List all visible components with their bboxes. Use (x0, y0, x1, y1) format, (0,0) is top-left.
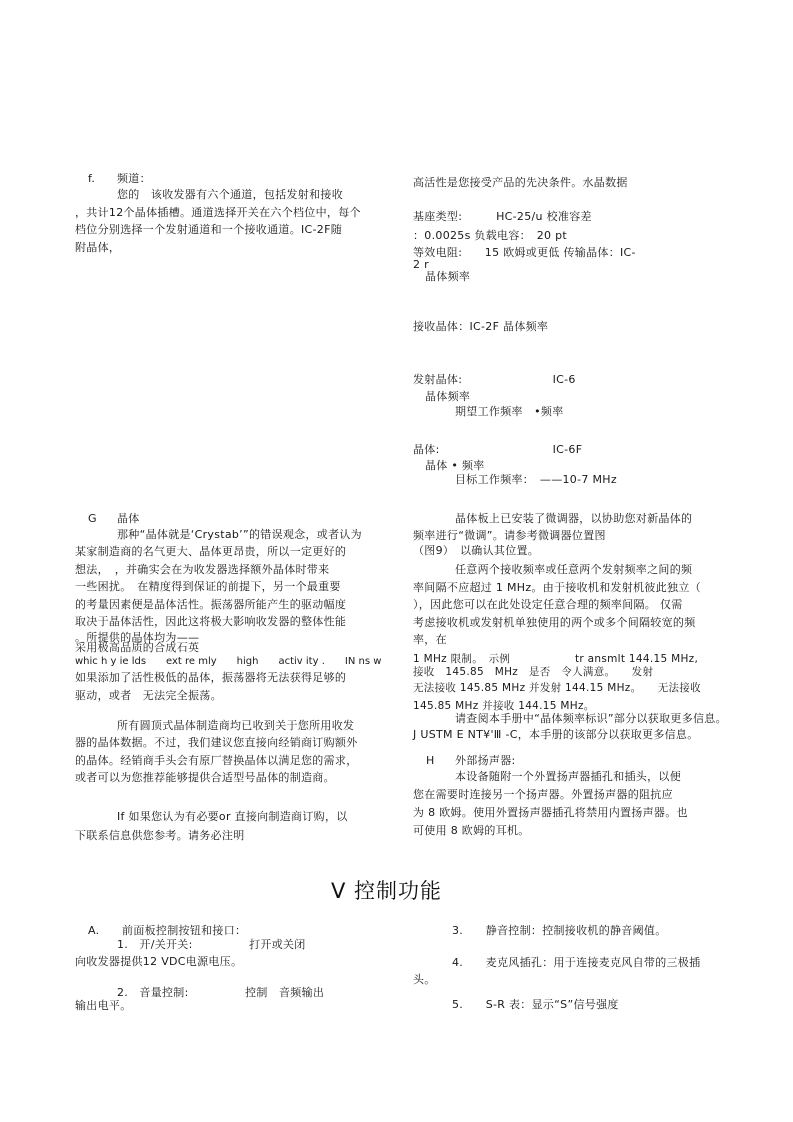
section-f-line: 您的 该收发器有六个通道，包括发射和接收 (117, 188, 343, 201)
control-item: 5. S-R 表：显示“S”信号强度 (452, 998, 619, 1011)
crystal-data-line: 基座类型: HC-25/u 校准容差 (413, 210, 592, 223)
section-g-line: 采用极高品质的合成石英 (75, 641, 200, 654)
crystal-data-line: 晶体: IC-6F (413, 443, 583, 456)
crystal-data-line: ：0.0025s 负载电容： 20 pt (413, 229, 568, 242)
spacing-line: 请查阅本手册中“晶体频率标识”部分以获取更多信息。 (455, 712, 727, 725)
section-g-line: 一些困扰。 在精度得到保证的前提下，另一个最重要 (75, 580, 341, 593)
section-f-line: ，共计12个晶体插槽。通道选择开关在六个档位中，每个 (75, 206, 361, 219)
section-g-heading: 晶体 (117, 512, 140, 525)
control-item: 4. 麦克风插孔：用于连接麦克风自带的三极插 (452, 956, 701, 969)
control-item: 2. 音量控制: 控制 音频输出 (117, 986, 325, 999)
section-g-line: 器的晶体数据。不过，我们建议您直接向经销商订购额外 (75, 736, 358, 749)
section-h-line: 本设备随附一个外置扬声器插孔和插头，以便 (455, 770, 681, 783)
section-g-line: 的晶体。经销商手头会有原厂替换晶体以满足您的需求， (75, 754, 358, 767)
crystal-data-line: 发射晶体: IC-6 (413, 373, 576, 386)
crystal-data-line: 晶体频率 (425, 390, 471, 403)
section-g-line: whic h y ie lds ext re mly high activ ity . IN ns w (75, 656, 382, 667)
section-h-line: 您在需要时连接另一个扬声器。外置扬声器的阻抗应 (413, 788, 673, 801)
section-g-line: If 如果您认为有必要or 直接向制造商订购，以 (117, 810, 348, 823)
crystal-data-line: 晶体 • 频率 (425, 459, 485, 472)
crystal-data-line: 接收晶体：IC-2F 晶体频率 (413, 320, 549, 333)
trimmer-line: （图9） 以确认其位置。 (413, 544, 540, 557)
section-g-line: 想法， ，并确实会在为收发器选择额外晶体时带来 (75, 563, 330, 576)
spacing-line: 率，在 (413, 633, 447, 646)
section-g-line: 。所提供的晶体均为—— (75, 631, 200, 644)
spacing-line: 1 MHz 限制。 示例 tr ansmlt 144.15 MHz, (413, 653, 699, 665)
control-item: 输出电平。 (75, 999, 132, 1012)
crystal-data-line: 目标工作频率： ——10-7 MHz (455, 473, 617, 486)
control-item: 3. 静音控制：控制接收机的静音阈值。 (452, 924, 667, 937)
control-item: A. 前面板控制按钮和接口： (88, 924, 247, 937)
crystal-data-line: 高活性是您接受产品的先决条件。水晶数据 (413, 176, 628, 189)
section-h-line: 为 8 欧姆。使用外置扬声器插孔将禁用内置扬声器。也 (413, 806, 688, 819)
spacing-line: 率间隔不应超过 1 MHz。由于接收机和发射机彼此独立（ (413, 581, 701, 594)
spacing-line: ），因此您可以在此处设定任意合理的频率间隔。 仅需 (413, 598, 683, 611)
section-g-line: 某家制造商的名气更大、晶体更昂贵，所以一定更好的 (75, 545, 347, 558)
section-h-heading: 外部扬声器: (455, 754, 516, 767)
section-h-label: H (426, 754, 435, 767)
section-g-line: 取决于晶体活性，因此这将极大影响收发器的整体性能 (75, 615, 347, 628)
section-f-line: 附晶体， (75, 241, 121, 254)
section-g-label: G (88, 512, 97, 525)
spacing-line: 考虑接收机或发射机单独使用的两个或多个间隔较宽的频 (413, 616, 696, 629)
section-f-line: 档位分别选择一个发射通道和一个接收通道。IC-2F随 (75, 223, 343, 236)
spacing-line: 任意两个接收频率或任意两个发射频率之间的频 (455, 563, 693, 576)
section-f-heading: 频道： (117, 172, 151, 185)
section-g-line: 所有圆顶式晶体制造商均已收到关于您所用收发 (117, 719, 355, 732)
section-v-title: V 控制功能 (331, 879, 443, 903)
section-g-line: 的考量因素便是晶体活性。振荡器所能产生的驱动幅度 (75, 598, 347, 611)
trimmer-line: 晶体板上已安装了微调器，以协助您对新晶体的 (455, 512, 693, 525)
section-g-line: 如果添加了活性极低的晶体，振荡器将无法获得足够的 (75, 671, 347, 684)
control-item: 向收发器提供12 VDC电源电压。 (75, 955, 243, 968)
section-f-label: f. (88, 172, 96, 185)
control-item: 头。 (413, 973, 436, 986)
crystal-data-line: 期望工作频率 •频率 (455, 405, 564, 418)
section-g-line: 那种“晶体就是‘Crystab’”的错误观念，或者认为 (117, 528, 362, 541)
crystal-data-line: 晶体频率 (425, 270, 471, 283)
section-g-line: 下联系信息供您参考。请务必注明 (75, 829, 245, 842)
section-g-line: 或者可以为您推荐能够提供合适型号晶体的制造商。 (75, 771, 335, 784)
section-g-line: 驱动，或者 无法完全振荡。 (75, 689, 222, 702)
spacing-line: J USTM E NT¥'Ⅲ -C，本手册的该部分以获取更多信息。 (413, 728, 699, 741)
section-h-line: 可使用 8 欧姆的耳机。 (413, 824, 530, 837)
spacing-line: 接收 145.85 MHz 是否 令人满意。 发射 (413, 666, 654, 678)
crystal-data-line: 2 r (413, 258, 429, 271)
spacing-line: 无法接收 145.85 MHz 并发射 144.15 MHz。 无法接收 (413, 682, 701, 694)
trimmer-line: 频率进行“微调”。请参考微调器位置图 (413, 529, 606, 542)
control-item: 1. 开/关开关: 打开或关闭 (117, 938, 306, 951)
spacing-line: 145.85 MHz 并接收 144.15 MHz。 (413, 700, 595, 712)
crystal-data-line: 等效电阻: 15 欧姆或更低 传输晶体：IC- (413, 246, 636, 259)
